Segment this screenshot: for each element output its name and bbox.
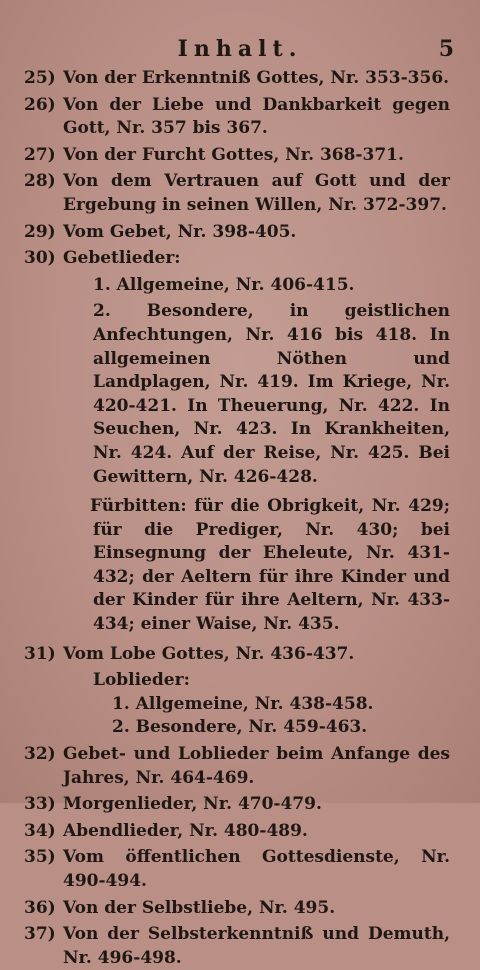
toc-entry-29	[0, 221, 480, 245]
entry-number: 27)	[24, 144, 56, 165]
page-title: Inhalt.	[177, 36, 303, 62]
entry-text: Vom Gebet, Nr. 398-405.	[63, 221, 297, 242]
entry-text: Von der Liebe und Dankbarkeit gegen Gott, Nr. 357 bis 367.	[63, 94, 450, 139]
toc-entry-32	[0, 743, 480, 790]
entry-number: 31)	[24, 643, 56, 664]
subentry-allgemeine: 1. Allgemeine, Nr. 406-415.	[93, 274, 355, 295]
entry-text: Von dem Vertrauen auf Gott und der Ergebung in seinen Willen, Nr. 372-397.	[63, 171, 450, 215]
subentry-loblieder-allgemeine: 1. Allgemeine, Nr. 438-458.	[112, 693, 374, 714]
entry-number: 28)	[24, 171, 56, 192]
subentry-loblieder: Loblieder:	[93, 670, 190, 691]
entry-text: Gebet- und Loblieder beim Anfange des Jahres, Nr. 464-469.	[63, 744, 450, 788]
entry-text: Vom öffentlichen Gottesdienste, Nr. 490-494.	[63, 847, 450, 891]
subentry-fuerbitten: Fürbitten: für die Obrigkeit, Nr. 429; für die Prediger, Nr. 430; bei Einsegnung der Eheleute, Nr. 431-432; der Aeltern für ihre Kinder und der Kinder für ihre Aeltern, Nr. 433-434; einer Waise, Nr. 435.	[90, 496, 450, 635]
subentry-loblieder-besondere: 2. Besondere, Nr. 459-463.	[112, 717, 368, 738]
toc-entry-27	[0, 144, 480, 168]
entry-number: 34)	[24, 820, 56, 841]
entry-number: 30)	[24, 248, 56, 269]
page-number: 5	[438, 36, 454, 62]
toc-entry-35	[0, 846, 480, 893]
toc-entry-30	[0, 247, 480, 637]
entry-number: 32)	[24, 744, 56, 765]
page-header	[0, 36, 480, 66]
entry-number: 26)	[24, 94, 56, 115]
subentry-besondere: 2. Besondere, in geistlichen Anfechtungen, Nr. 416 bis 418. In allgemeinen Nöthen und Landplagen, Nr. 419. Im Kriege, Nr. 420-421. In Theuerung, Nr. 422. In Seuchen, Nr. 423. In Krankheiten, Nr. 424. Auf der Reise, Nr. 425. Bei Gewittern, Nr. 426-428.	[93, 301, 450, 487]
entry-number: 35)	[24, 847, 56, 868]
entry-text: Gebetlieder:	[63, 248, 181, 269]
toc-entry-28	[0, 170, 480, 217]
entry-text: Von der Selbstliebe, Nr. 495.	[63, 897, 336, 918]
toc-entry-25	[0, 67, 480, 91]
entry-text: Von der Erkenntniß Gottes, Nr. 353-356.	[63, 68, 450, 88]
table-of-contents	[0, 67, 480, 970]
toc-entry-33	[0, 793, 480, 817]
toc-entry-31	[0, 643, 480, 740]
entry-text: Von der Furcht Gottes, Nr. 368-371.	[63, 144, 404, 165]
entry-number: 25)	[24, 68, 56, 88]
entry-text: Abendlieder, Nr. 480-489.	[63, 820, 308, 841]
toc-entry-36	[0, 897, 480, 921]
entry-text: Vom Lobe Gottes, Nr. 436-437.	[63, 643, 355, 664]
toc-entry-34	[0, 820, 480, 844]
entry-text: Morgenlieder, Nr. 470-479.	[63, 794, 322, 815]
entry-number: 37)	[24, 924, 56, 945]
entry-number: 36)	[24, 897, 56, 918]
toc-entry-26	[0, 94, 480, 141]
entry-number: 29)	[24, 221, 56, 242]
toc-entry-37	[0, 923, 480, 970]
entry-number: 33)	[24, 794, 56, 815]
entry-text: Von der Selbsterkenntniß und Demuth, Nr. 496-498.	[63, 924, 450, 968]
